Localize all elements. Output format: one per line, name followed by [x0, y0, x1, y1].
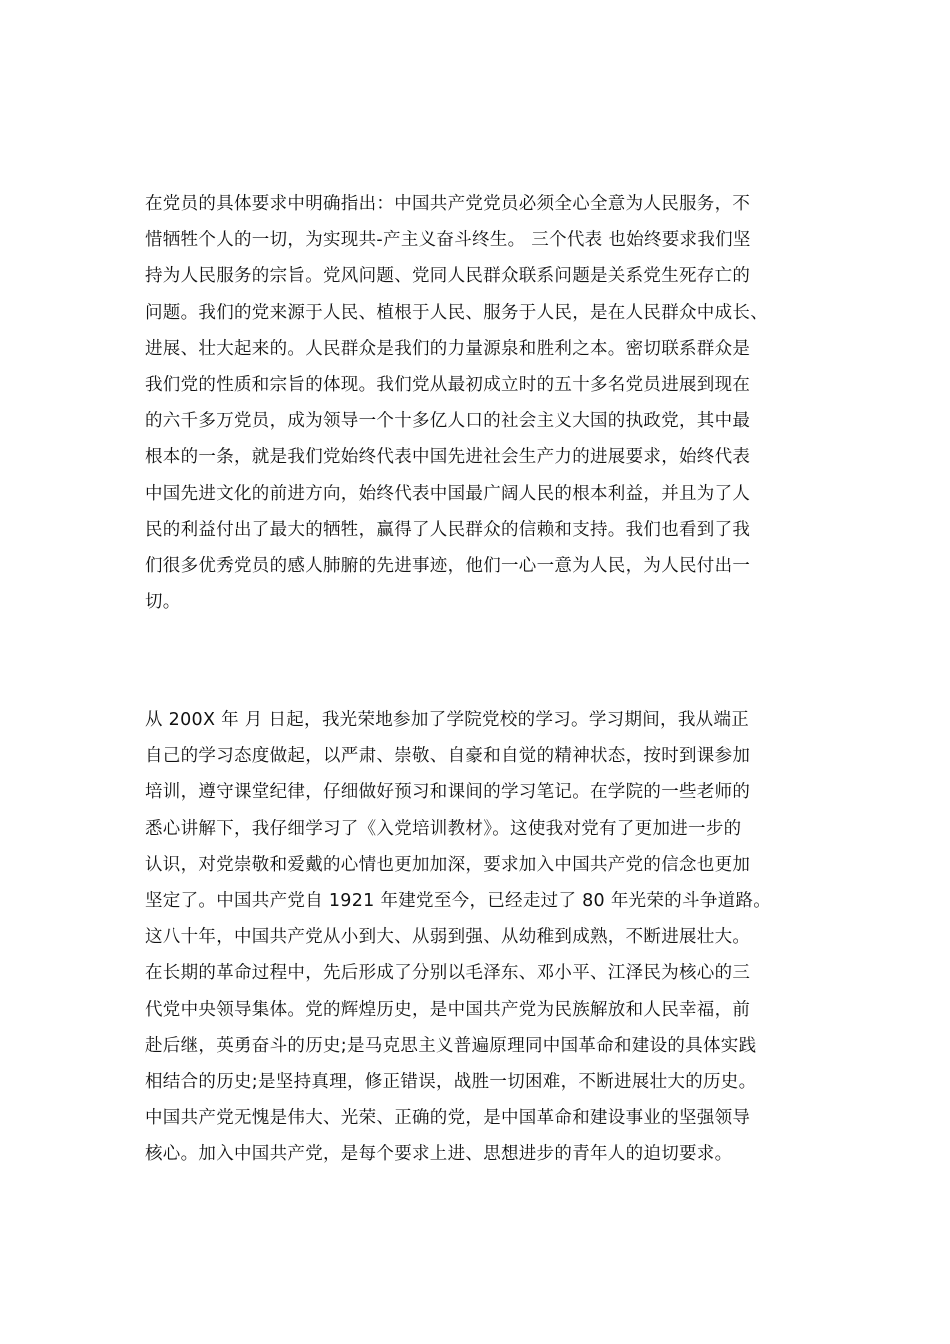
text-line: 惜牺牲个人的一切，为实现共-产主义奋斗终生。 三个代表 也始终要求我们坚 — [145, 230, 751, 251]
text-line: 从 200X 年 月 日起，我光荣地参加了学院党校的学习。学习期间，我从端正 — [145, 710, 750, 730]
text-line: 代党中央领导集体。党的辉煌历史，是中国共产党为民族解放和人民幸福，前 — [145, 999, 751, 1020]
text-line: 悉心讲解下，我仔细学习了《入党培训教材》。这使我对党有了更加进一步的 — [145, 818, 742, 839]
text-line: 进展、壮大起来的。人民群众是我们的力量源泉和胜利之本。密切联系群众是 — [145, 338, 751, 359]
text-line: 根本的一条，就是我们党始终代表中国先进社会生产力的进展要求，始终代表 — [145, 447, 751, 468]
text-line: 培训，遵守课堂纪律，仔细做好预习和课间的学习笔记。在学院的一些老师的 — [145, 782, 751, 803]
text-line: 们很多优秀党员的感人肺腑的先进事迹，他们一心一意为人民，为人民付出一 — [145, 556, 751, 577]
text-line: 这八十年，中国共产党从小到大、从弱到强、从幼稚到成熟，不断进展壮大。 — [145, 927, 751, 948]
text-line: 坚定了。中国共产党自 1921 年建党至今，已经走过了 80 年光荣的斗争道路。 — [145, 891, 772, 912]
text-line: 在党员的具体要求中明确指出：中国共产党党员必须全心全意为人民服务，不 — [145, 194, 751, 214]
text-line: 民的利益付出了最大的牺牲，赢得了人民群众的信赖和支持。我们也看到了我 — [145, 519, 751, 540]
paragraph-party-school-study — [145, 702, 811, 1173]
text-line: 中国共产党无愧是伟大、光荣、正确的党，是中国革命和建设事业的坚强领导 — [145, 1108, 751, 1129]
text-line: 相结合的历史;是坚持真理，修正错误，战胜一切困难，不断进展壮大的历史。 — [145, 1072, 757, 1093]
text-line: 核心。加入中国共产党，是每个要求上进、思想进步的青年人的迫切要求。 — [145, 1144, 733, 1165]
text-line: 自己的学习态度做起，以严肃、崇敬、自豪和自觉的精神状态，按时到课参加 — [145, 746, 751, 767]
text-line: 中国先进文化的前进方向，始终代表中国最广阔人民的根本利益，并且为了人 — [145, 483, 751, 504]
paragraph-party-member-requirements — [145, 186, 811, 620]
text-line: 问题。我们的党来源于人民、植根于人民、服务于人民，是在人民群众中成长、 — [145, 302, 768, 323]
text-line: 持为人民服务的宗旨。党风问题、党同人民群众联系问题是关系党生死存亡的 — [145, 266, 751, 287]
text-line: 赴后继，英勇奋斗的历史;是马克思主义普遍原理同中国革命和建设的具体实践 — [145, 1035, 757, 1056]
text-line: 认识，对党崇敬和爱戴的心情也更加加深，要求加入中国共产党的信念也更加 — [145, 854, 751, 875]
text-line: 的六千多万党员，成为领导一个十多亿人口的社会主义大国的执政党，其中最 — [145, 411, 751, 432]
text-line: 在长期的革命过程中，先后形成了分别以毛泽东、邓小平、江泽民为核心的三 — [145, 963, 751, 984]
text-line: 我们党的性质和宗旨的体现。我们党从最初成立时的五十多名党员进展到现在 — [145, 375, 751, 396]
text-line: 切。 — [145, 592, 181, 613]
